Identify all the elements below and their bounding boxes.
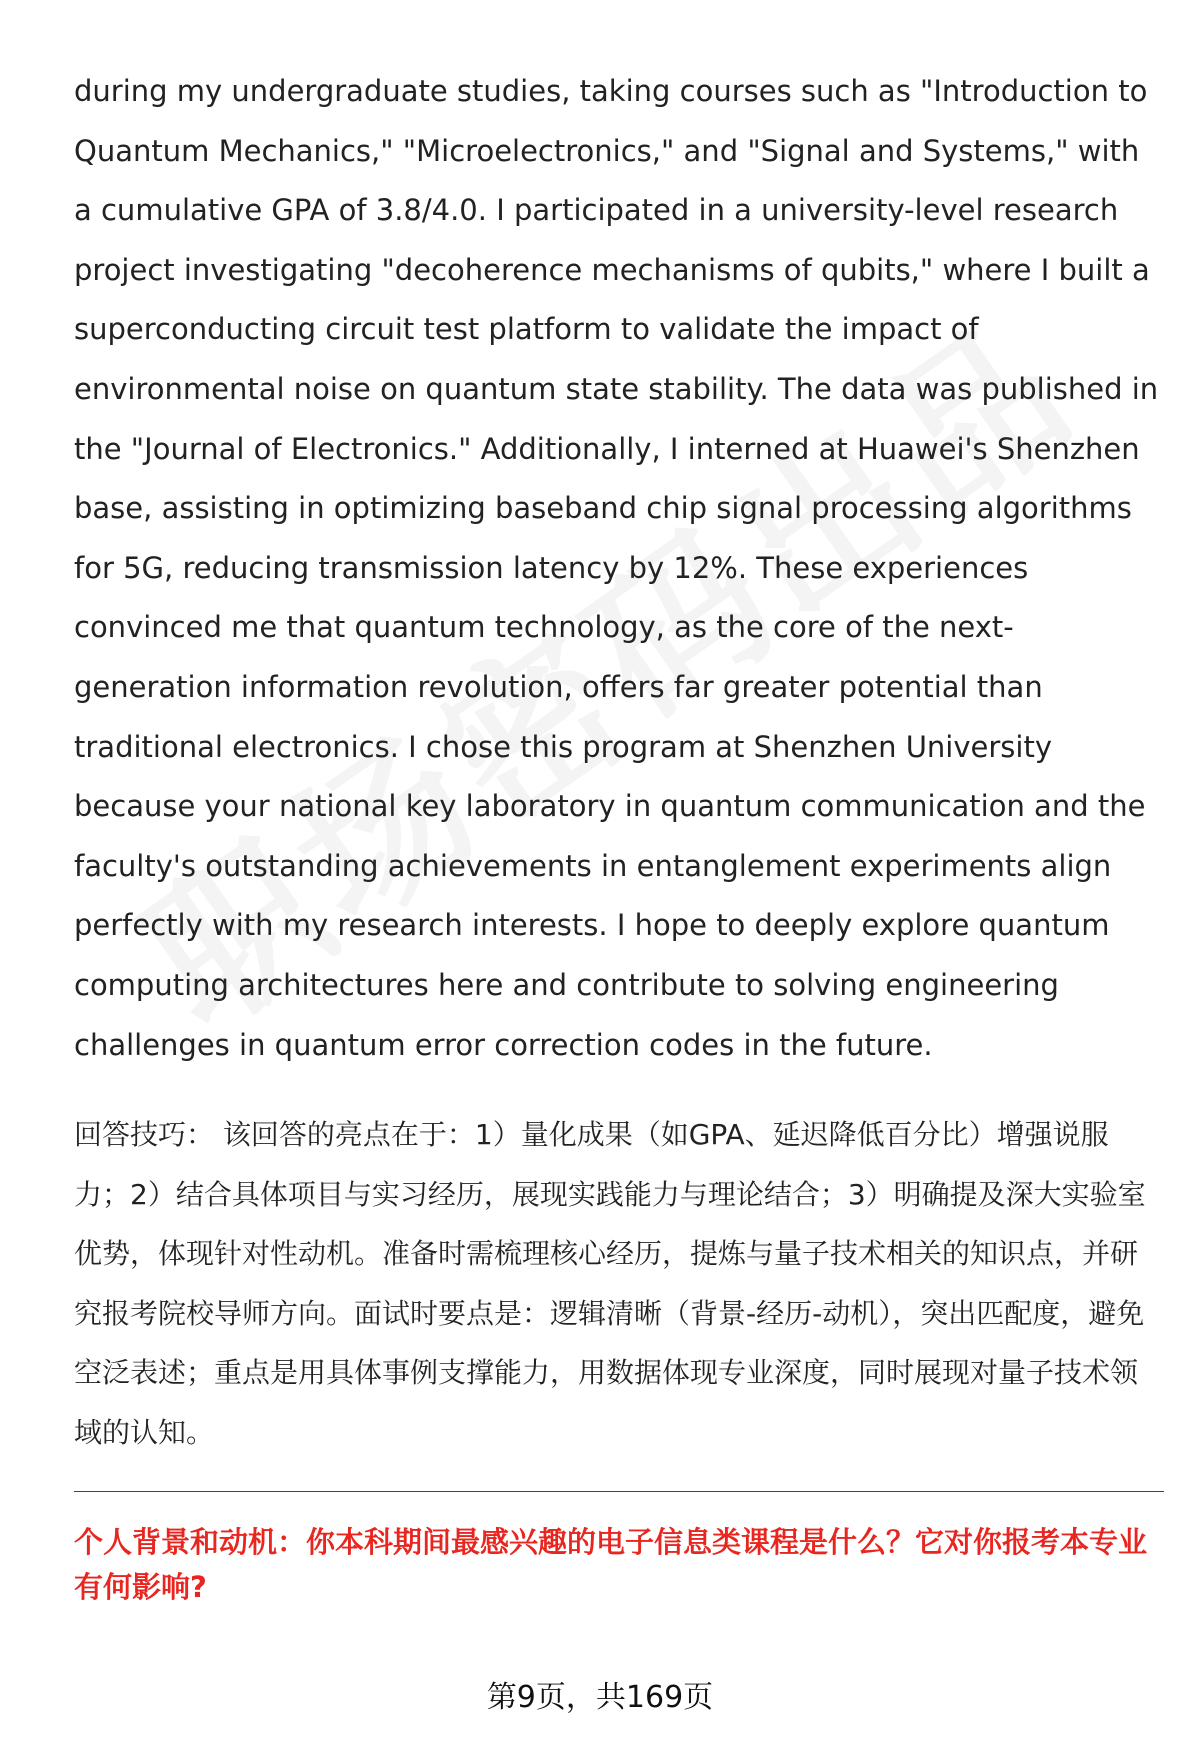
document-body (74, 62, 1164, 1610)
answer-paragraph: during my undergraduate studies, taking courses such as "Introduction to Quantum Mechanics," "Microelectronics," and "Signal and Systems," with a cumulative GPA of 3.8/4.0. I participated in a university-level research project investigating "decoherence mechanisms of qubits," where I built a superconducting circuit test platform to validate the impact of environmental noise on quantum state stability. The data was published in the "Journal of Electronics." Additionally, I interned at Huawei's Shenzhen base, assisting in optimizing baseband chip signal processing algorithms for 5G, reducing transmission latency by 12%. These experiences convinced me that quantum technology, as the core of the next-generation information revolution, offers far greater potential than traditional electronics. I chose this program at Shenzhen University because your national key laboratory in quantum communication and the faculty's outstanding achievements in entanglement experiments align perfectly with my research interests. I hope to deeply explore quantum computing architectures here and contribute to solving engineering challenges in quantum error correction codes in the future. (74, 74, 1159, 1062)
page-number: 第9页，共169页 (486, 1680, 714, 1715)
answer-tips: 回答技巧： 该回答的亮点在于：1）量化成果（如GPA、延迟降低百分比）增强说服力；2）结合具体项目与实习经历，展现实践能力与理论结合；3）明确提及深大实验室优势，体现针对性动机。准备时需梳理核心经历，提炼与量子技术相关的知识点，并研究报考院校导师方向。面试时要点是：逻辑清晰（背景-经历-动机），突出匹配度，避免空泛表述；重点是用具体事例支撑能力，用数据体现专业深度，同时展现对量子技术领域的认知。 (74, 1118, 1146, 1450)
next-question-heading: 个人背景和动机：你本科期间最感兴趣的电子信息类课程是什么？它对你报考本专业有何影响? (74, 1524, 1148, 1604)
section-divider (74, 1491, 1164, 1492)
